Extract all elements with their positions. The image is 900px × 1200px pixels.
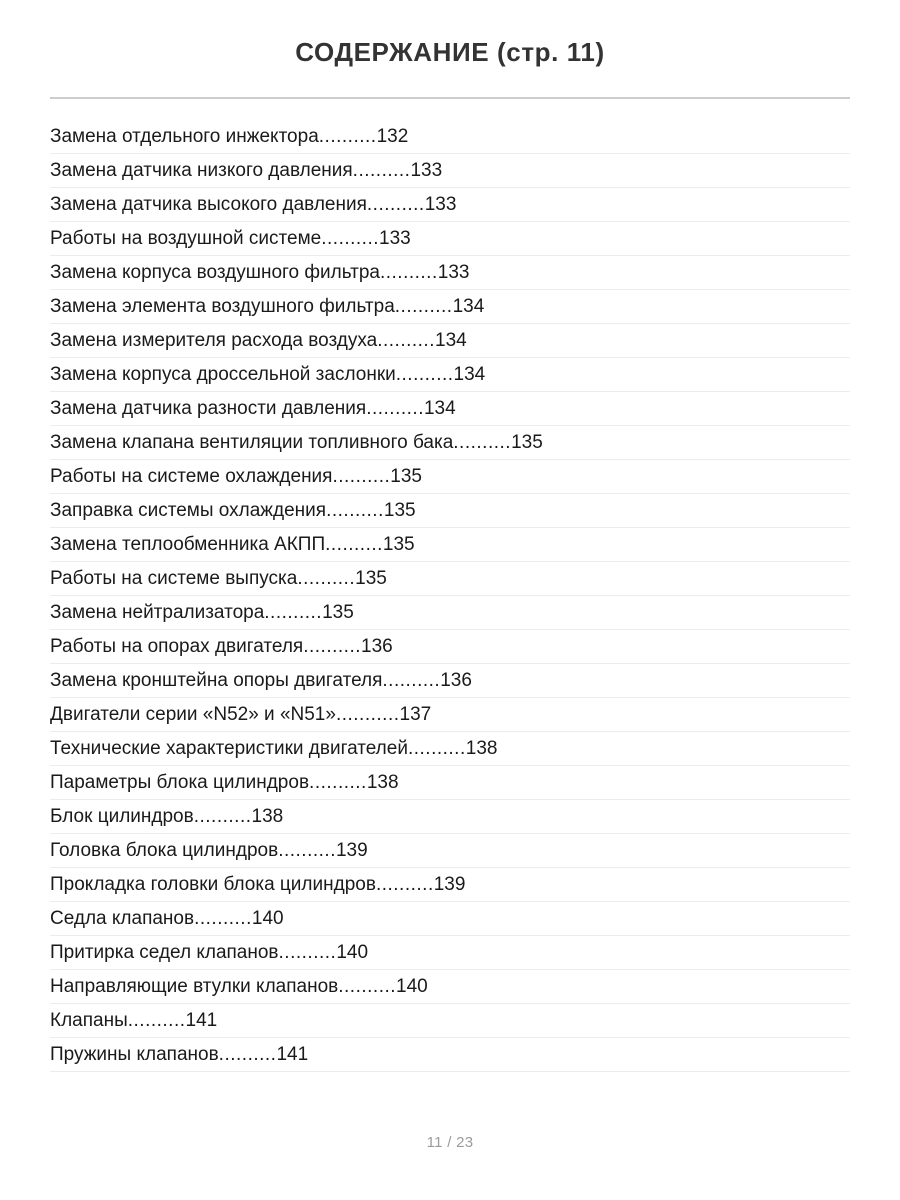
toc-item-leader-dots: .......... <box>218 1043 277 1065</box>
toc-item-leader-dots: .......... <box>127 1009 186 1031</box>
toc-item[interactable] <box>50 1004 850 1038</box>
toc-item-label: Замена нейтрализатора <box>50 601 265 623</box>
toc-item-label: Седла клапанов <box>50 907 195 929</box>
toc-item-leader-dots: .......... <box>338 975 397 997</box>
toc-item-page-number: 135 <box>322 601 354 623</box>
toc-item-leader-dots: .......... <box>278 839 336 861</box>
toc-item-page-number: 141 <box>185 1009 218 1031</box>
toc-item-label: Работы на опорах двигателя <box>50 635 304 657</box>
toc-item[interactable] <box>50 188 850 222</box>
toc-item-page-number: 140 <box>336 941 369 963</box>
toc-item[interactable] <box>50 698 850 732</box>
toc-item-leader-dots: .......... <box>326 499 384 521</box>
toc-item[interactable] <box>50 834 850 868</box>
toc-item-page-number: 139 <box>433 873 466 895</box>
toc-item-label: Замена элемента воздушного фильтра <box>50 295 395 317</box>
toc-item[interactable] <box>50 358 850 392</box>
toc-item-label: Работы на системе охлаждения <box>50 465 333 487</box>
toc-item-leader-dots: .......... <box>264 601 323 623</box>
toc-item[interactable] <box>50 256 850 290</box>
toc-list <box>50 120 850 1072</box>
toc-item-page-number: 135 <box>390 465 422 487</box>
toc-item-leader-dots: .......... <box>352 159 411 181</box>
toc-item-leader-dots: .......... <box>309 771 367 793</box>
toc-item[interactable] <box>50 596 850 630</box>
toc-item-page-number: 135 <box>383 499 416 521</box>
toc-item-leader-dots: .......... <box>407 737 466 759</box>
page-number-indicator: 11 / 23 <box>426 1134 474 1151</box>
toc-item-leader-dots: .......... <box>332 465 391 487</box>
toc-item-label: Работы на системе выпуска <box>50 567 298 589</box>
toc-item-leader-dots: .......... <box>321 227 380 249</box>
toc-item-leader-dots: .......... <box>366 193 425 215</box>
toc-item-label: Двигатели серии «N52» и «N51» <box>50 703 336 725</box>
toc-item-label: Замена измерителя расхода воздуха <box>50 329 378 351</box>
toc-content <box>50 0 850 1151</box>
toc-item-label: Замена отдельного инжектора <box>50 125 319 147</box>
toc-item-page-number: 140 <box>251 907 284 929</box>
toc-item-leader-dots: .......... <box>278 941 337 963</box>
toc-item[interactable] <box>50 290 850 324</box>
toc-item[interactable] <box>50 936 850 970</box>
toc-item-page-number: 141 <box>276 1043 309 1065</box>
toc-item-leader-dots: .......... <box>303 635 362 657</box>
toc-item[interactable] <box>50 120 850 154</box>
toc-item-page-number: 139 <box>335 839 368 861</box>
toc-item-page-number: 135 <box>382 533 415 555</box>
toc-item[interactable] <box>50 324 850 358</box>
toc-item-label: Работы на воздушной системе <box>50 227 322 249</box>
toc-item-leader-dots: .......... <box>379 261 438 283</box>
toc-item-page-number: 138 <box>251 805 284 827</box>
toc-item-page-number: 140 <box>396 975 428 997</box>
toc-item-leader-dots: .......... <box>377 329 435 351</box>
toc-item-label: Замена корпуса воздушного фильтра <box>50 261 380 283</box>
toc-item[interactable] <box>50 222 850 256</box>
toc-item[interactable] <box>50 562 850 596</box>
toc-item-leader-dots: .......... <box>394 295 453 317</box>
toc-item-leader-dots: .......... <box>193 805 252 827</box>
toc-item[interactable] <box>50 766 850 800</box>
toc-item-page-number: 133 <box>437 261 470 283</box>
toc-item-label: Замена корпуса дроссельной заслонки <box>50 363 396 385</box>
toc-item[interactable] <box>50 528 850 562</box>
toc-item-label: Технические характеристики двигателей <box>50 737 408 759</box>
toc-item-leader-dots: .......... <box>366 397 424 419</box>
page-title: СОДЕРЖАНИЕ (стр. 11) <box>295 37 605 67</box>
toc-item-page-number: 134 <box>452 295 485 317</box>
toc-item-label: Замена кронштейна опоры двигателя <box>50 669 383 691</box>
toc-item-label: Заправка системы охлаждения <box>50 499 327 521</box>
toc-item-page-number: 133 <box>379 227 411 249</box>
title-divider <box>50 97 850 99</box>
toc-item-leader-dots: .......... <box>453 431 512 453</box>
toc-item-label: Направляющие втулки клапанов <box>50 975 339 997</box>
toc-item[interactable] <box>50 426 850 460</box>
toc-item-page-number: 132 <box>376 125 409 147</box>
toc-item-label: Замена клапана вентиляции топливного бака <box>50 431 454 453</box>
toc-item-page-number: 133 <box>410 159 443 181</box>
toc-item[interactable] <box>50 732 850 766</box>
toc-item-label: Параметры блока цилиндров <box>50 771 310 793</box>
toc-item-leader-dots: .......... <box>194 907 252 929</box>
toc-item[interactable] <box>50 630 850 664</box>
toc-item-leader-dots: .......... <box>382 669 441 691</box>
toc-item-label: Замена датчика низкого давления <box>50 159 353 181</box>
toc-item-leader-dots: .......... <box>325 533 383 555</box>
toc-item[interactable] <box>50 494 850 528</box>
toc-item-leader-dots: .......... <box>297 567 356 589</box>
toc-item[interactable] <box>50 392 850 426</box>
toc-item-label: Замена датчика высокого давления <box>50 193 367 215</box>
toc-item-leader-dots: .......... <box>375 873 434 895</box>
toc-item-label: Клапаны <box>50 1009 128 1031</box>
toc-item-page-number: 136 <box>440 669 472 691</box>
toc-item-page-number: 136 <box>361 635 393 657</box>
toc-item[interactable] <box>50 1038 850 1072</box>
toc-item-label: Притирка седел клапанов <box>50 941 279 963</box>
toc-item-label: Замена датчика разности давления <box>50 397 367 419</box>
toc-item-page-number: 133 <box>424 193 457 215</box>
toc-item-page-number: 135 <box>511 431 543 453</box>
toc-item[interactable] <box>50 868 850 902</box>
toc-item-page-number: 137 <box>399 703 432 725</box>
toc-item[interactable] <box>50 800 850 834</box>
toc-item-label: Пружины клапанов <box>50 1043 219 1065</box>
toc-item-label: Блок цилиндров <box>50 805 194 827</box>
toc-item-page-number: 138 <box>366 771 399 793</box>
toc-item[interactable] <box>50 970 850 1004</box>
toc-item-page-number: 134 <box>453 363 486 385</box>
toc-item-label: Прокладка головки блока цилиндров <box>50 873 376 895</box>
toc-item-leader-dots: ........... <box>335 703 400 725</box>
toc-item[interactable] <box>50 154 850 188</box>
toc-item[interactable] <box>50 902 850 936</box>
toc-item-label: Замена теплообменника АКПП <box>50 533 326 555</box>
toc-item-leader-dots: .......... <box>318 125 377 147</box>
toc-item-label: Головка блока цилиндров <box>50 839 279 861</box>
toc-item-page-number: 134 <box>423 397 456 419</box>
toc-item[interactable] <box>50 460 850 494</box>
toc-item-page-number: 138 <box>465 737 498 759</box>
toc-item-leader-dots: .......... <box>395 363 454 385</box>
toc-item-page-number: 135 <box>355 567 387 589</box>
toc-item-page-number: 134 <box>435 329 467 351</box>
toc-item[interactable] <box>50 664 850 698</box>
